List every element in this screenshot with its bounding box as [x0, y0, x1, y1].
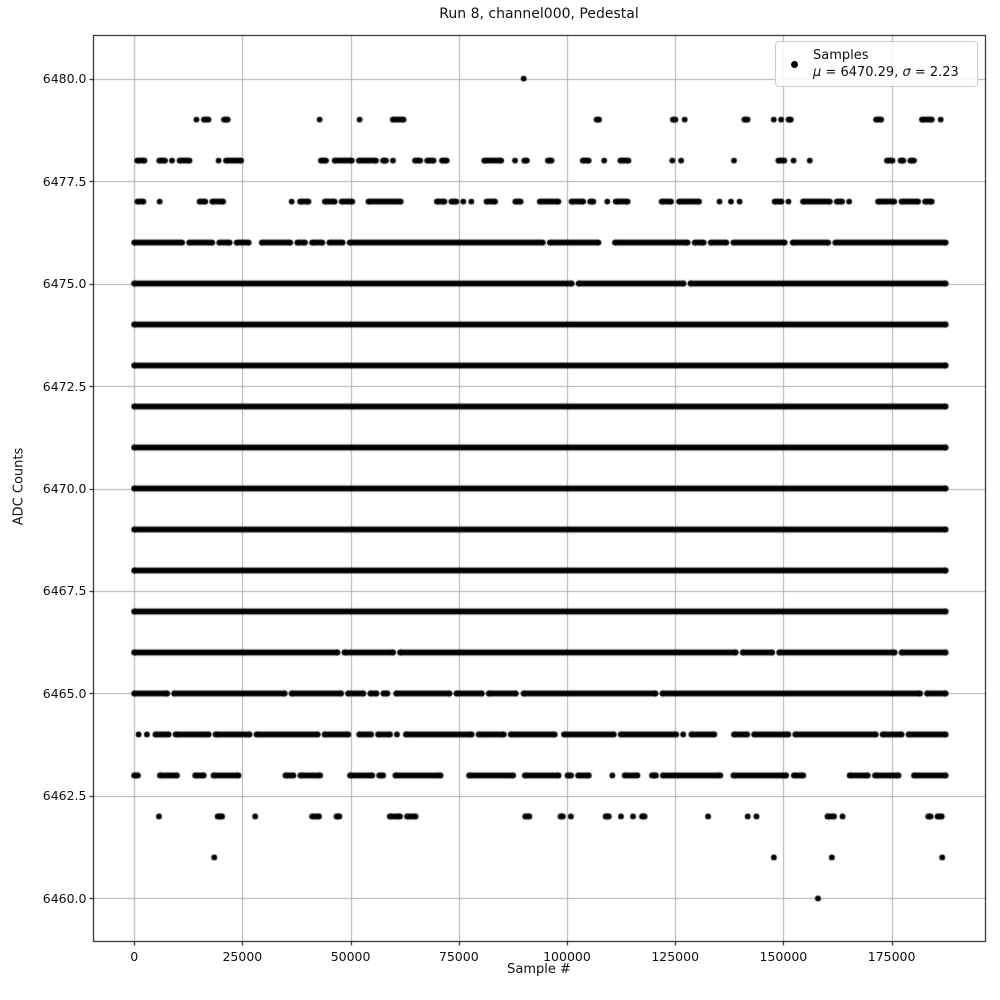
x-axis-label: Sample #	[507, 962, 571, 977]
y-tick-label: 6470.0	[42, 481, 87, 496]
y-tick-label: 6467.5	[42, 583, 87, 599]
x-tick-label: 100000	[543, 948, 591, 964]
x-tick-label: 0	[130, 948, 139, 964]
legend	[775, 41, 978, 87]
legend-marker-cell	[776, 61, 813, 68]
y-tick-label: 6477.5	[42, 173, 87, 189]
legend-label-samples: Samples	[813, 48, 869, 63]
y-tick-label: 6480.0	[42, 71, 87, 87]
sigma-symbol: σ	[902, 65, 911, 80]
y-axis-label: ADC Counts	[11, 447, 27, 526]
x-tick-label: 50000	[330, 948, 371, 964]
legend-text	[813, 47, 959, 81]
x-tick-label: 150000	[759, 948, 808, 964]
y-tick-label: 6465.0	[42, 685, 87, 701]
y-tick-label: 6462.5	[42, 788, 87, 804]
x-tick-label: 25000	[222, 948, 263, 964]
y-tick-label: 6475.0	[42, 276, 87, 292]
legend-stats	[813, 64, 959, 81]
mu-value: = 6470.29,	[821, 65, 903, 80]
chart-title: Run 8, channel000, Pedestal	[439, 6, 639, 22]
x-tick-label: 125000	[651, 948, 700, 964]
sigma-value: = 2.23	[910, 65, 959, 80]
x-tick-label: 175000	[867, 948, 916, 964]
y-tick-label: 6460.0	[42, 890, 87, 906]
mu-symbol: μ	[813, 65, 822, 80]
y-tick-label: 6472.5	[42, 378, 87, 394]
samples-marker-icon	[791, 61, 798, 68]
x-tick-label: 75000	[438, 948, 479, 964]
